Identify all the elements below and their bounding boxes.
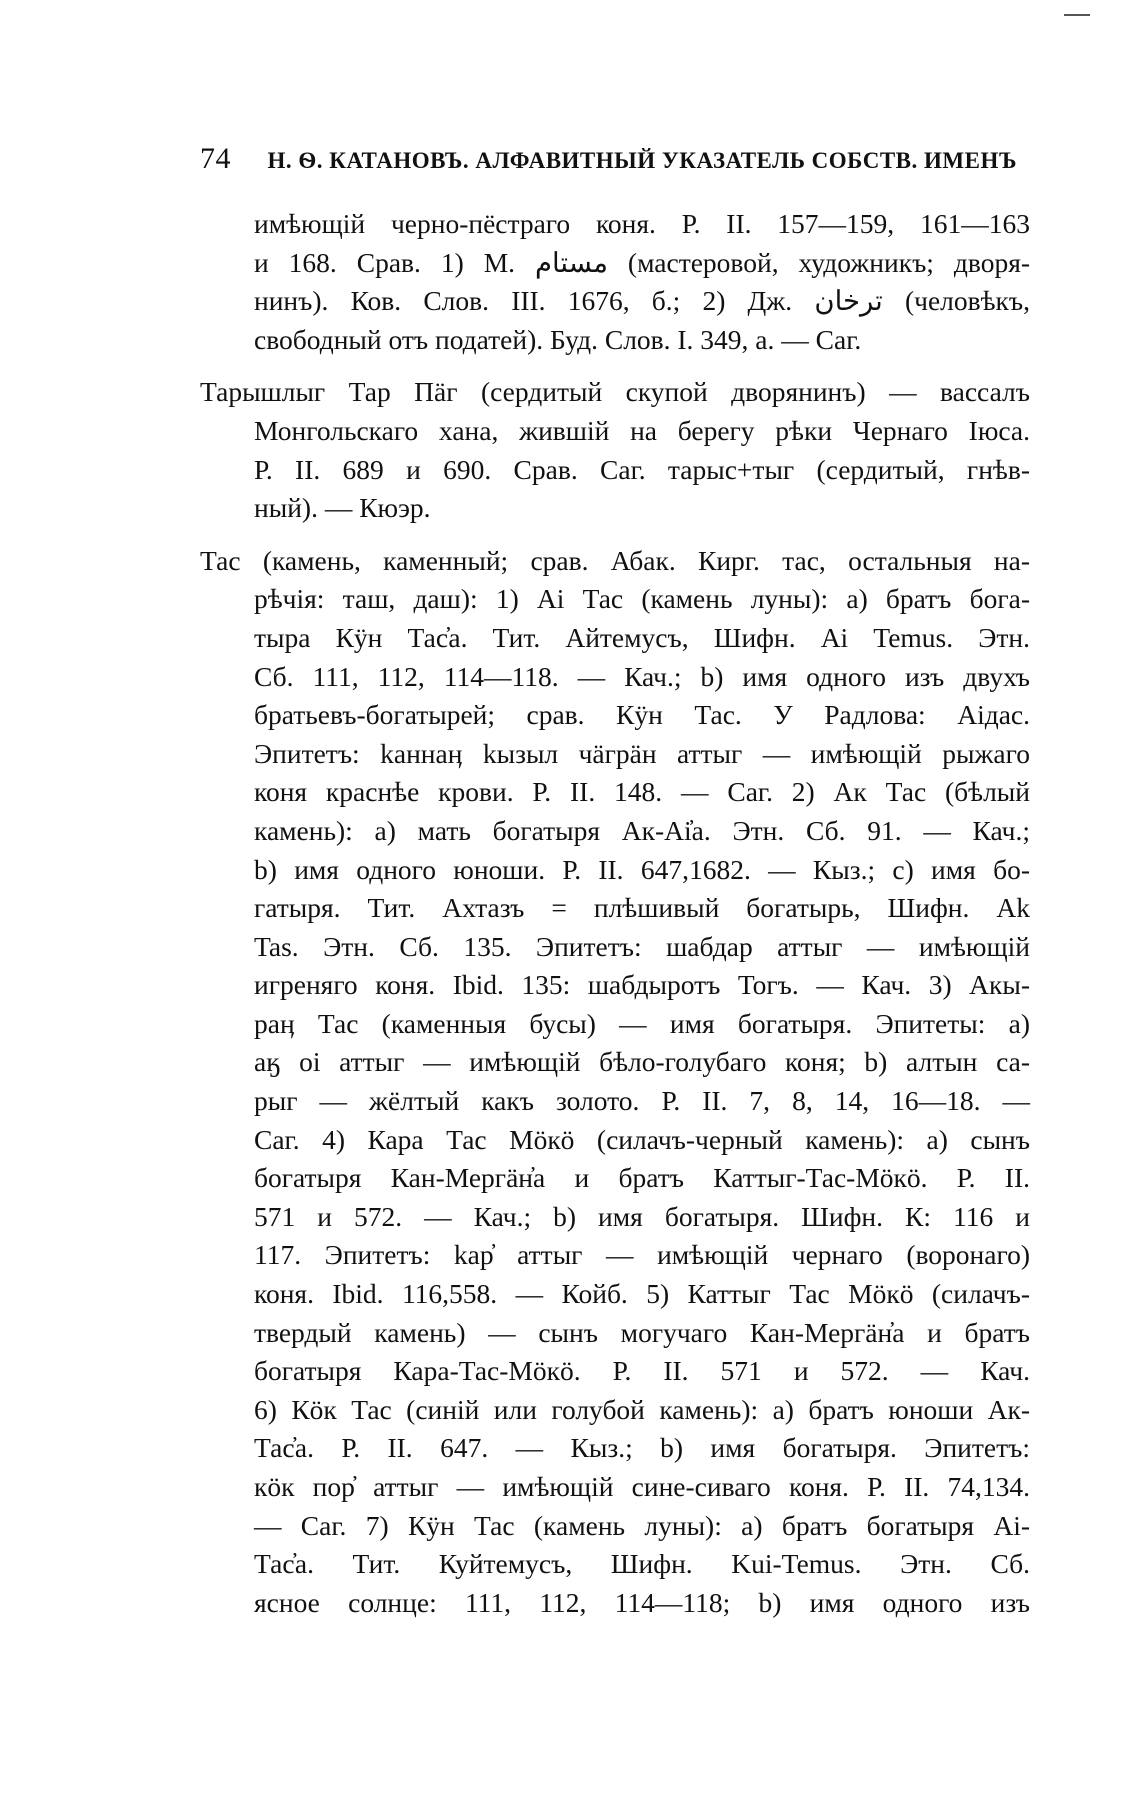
text-line: игреняго коня. Ibid. 135: шабдыротъ Тогъ. — Кач. 3) Акы- <box>254 969 1030 1001</box>
text-line: Сб. 111, 112, 114—118. — Кач.; b) имя одного изъ двухъ <box>254 660 1030 692</box>
text-line: 117. Эпитетъ: kар̓ аттыг — имѣющій чернаго (воронаго) <box>254 1239 1030 1271</box>
text-line: ясное солнце: 111, 112, 114—118; b) имя одного изъ <box>254 1586 1030 1618</box>
text-line: Tas. Этн. Сб. 135. Эпитетъ: шабдар аттыг — имѣющій <box>254 930 1030 962</box>
page-body <box>200 205 1030 1636</box>
text-line: рѣчія: таш, даш): 1) Аі Тас (камень луны): а) братъ бога- <box>254 583 1030 615</box>
text-line: рыг — жёлтый какъ золото. Р. II. 7, 8, 14, 16—18. — <box>254 1085 1030 1117</box>
entry-headword-line: Тарышлыг Тар Пäг (сердитый скупой дворянинъ) — вассалъ <box>200 376 1030 408</box>
page-header <box>200 142 1017 176</box>
text-line: свободный отъ податей). Буд. Слов. I. 349, а. — Саг. <box>254 323 862 355</box>
text-line: 571 и 572. — Кач.; b) имя богатыря. Шифн. К: 116 и <box>254 1200 1030 1232</box>
text-line: твердый камень) — сынъ могучаго Кан-Мергäн̓а и братъ <box>254 1316 1030 1348</box>
text-line: гатыря. Тит. Ахтазъ = плѣшивый богатырь, Шифн. Ak <box>254 892 1030 924</box>
text-line: имѣющій черно-пёстраго коня. Р. II. 157—159, 161—163 <box>254 208 1030 239</box>
text-line: Монгольскаго хана, жившій на берегу рѣки Чернаго Іюса. <box>254 414 1030 446</box>
text-line: братьевъ-богатырей; срав. Кӱн Тас. У Радлова: Аідас. <box>254 699 1030 731</box>
text-line: Саг. 4) Кара Тас Мӧкӧ (силачъ-черный камень): а) сынъ <box>254 1123 1030 1155</box>
text-line: — Саг. 7) Кӱн Тас (камень луны): а) братъ богатыря Аі- <box>254 1509 1030 1541</box>
entry-taryshlyg <box>200 373 1030 527</box>
text-line: коня краснѣе крови. Р. II. 148. — Саг. 2) Ак Тас (бѣлый <box>254 776 1030 808</box>
page-number: 74 <box>200 142 231 175</box>
text-line: богатыря Кара-Тас-Мӧкӧ. Р. II. 571 и 572. — Кач. <box>254 1355 1030 1387</box>
text-line: ный). — Кюэр. <box>254 492 431 524</box>
text-line: Р. II. 689 и 690. Срав. Саг. тарыс+тыг (сердитый, гнѣв- <box>254 453 1030 485</box>
text-line: камень): а) мать богатыря Ак-Аі̓а. Этн. Сб. 91. — Кач.; <box>254 814 1030 846</box>
text-line: нинъ). Ков. Слов. III. 1676, б.; 2) Дж. ﺗﺮﺧﺎﻥ (человѣкъ, <box>254 285 1030 317</box>
text-line: Эпитетъ: kаннаӊ kызыл чäгрäн аттыг — имѣющій рыжаго <box>254 737 1030 769</box>
running-title: Н. Ѳ. КАТАНОВЪ. АЛФАВИТНЫЙ УКАЗАТЕЛЬ СОБСТВ. ИМЕНЪ <box>267 148 1017 173</box>
scan-mark <box>1064 14 1090 24</box>
text-line: Тас̓а. Р. II. 647. — Кыз.; b) имя богатыря. Эпитетъ: <box>254 1432 1030 1464</box>
text-line: раӊ Тас (каменныя бусы) — имя богатыря. Эпитеты: а) <box>254 1007 1030 1039</box>
text-line: аӄ оі аттыг — имѣющій бѣло-голубаго коня; b) алтын са- <box>254 1046 1030 1078</box>
text-line: тыра Кӱн Тас̓а. Тит. Айтемусъ, Шифн. Аі Temus. Этн. <box>254 621 1030 653</box>
entry-continuation <box>200 205 1030 359</box>
text-line: богатыря Кан-Мергäн̓а и братъ Каттыг-Тас-Мӧкӧ. Р. II. <box>254 1162 1030 1194</box>
entry-headword-line: Тас (камень, каменный; срав. Абак. Кирг. тас, остальныя на- <box>200 544 1030 576</box>
text-line: 6) Кӧк Тас (синій или голубой камень): а) братъ юноши Ак- <box>254 1393 1030 1425</box>
text-line: b) имя одного юноши. Р. II. 647,1682. — Кыз.; с) имя бо- <box>254 853 1030 885</box>
entry-tas <box>200 542 1030 1623</box>
text-line: кӧк пор̓ аттыг — имѣющій сине-сиваго коня. Р. II. 74,134. <box>254 1471 1030 1502</box>
text-line: коня. Ibid. 116,558. — Койб. 5) Каттыг Тас Мӧкӧ (силачъ- <box>254 1278 1030 1310</box>
text-line: и 168. Срав. 1) М. ﻣﺴﺘﺎﻡ (мастеровой, художникъ; дворя- <box>254 246 1030 278</box>
text-line: Тас̓а. Тит. Куйтемусъ, Шифн. Kui-Temus. Этн. Сб. <box>254 1548 1030 1580</box>
